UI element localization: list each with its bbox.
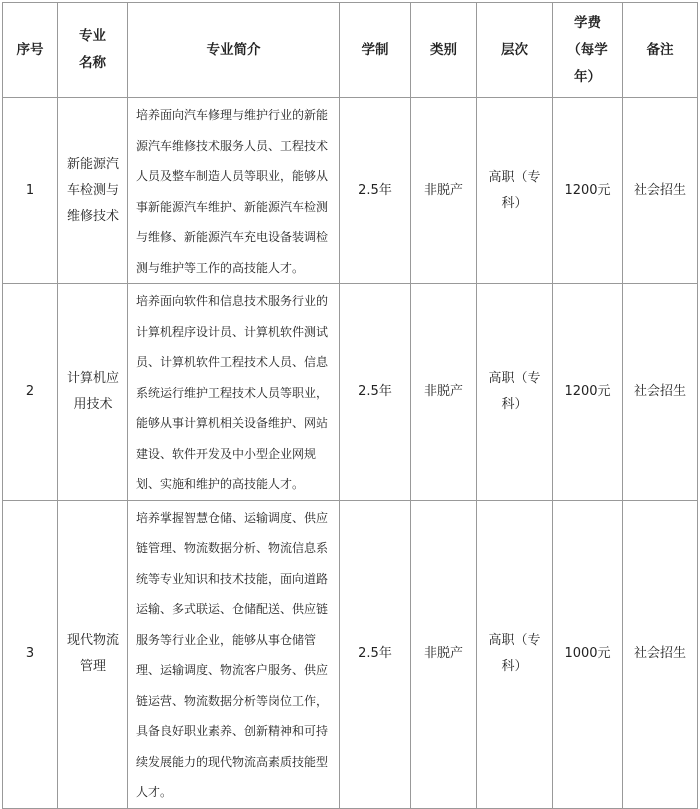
header-major bbox=[58, 3, 128, 98]
cell-intro: 培养面向汽车修理与维护行业的新能源汽车维修技术服务人员、工程技术人员及整车制造人员等职业，能够从事新能源汽车维护、新能源汽车检测与维修、新能源汽车充电设备装调检测与维护等工作的高技能人才。 bbox=[128, 98, 340, 284]
cell-level bbox=[477, 98, 553, 284]
cell-major bbox=[58, 98, 128, 284]
cell-major-text: 现代物流管理 bbox=[66, 633, 119, 674]
cell-level bbox=[477, 284, 553, 501]
cell-note: 社会招生 bbox=[623, 284, 698, 501]
programs-table bbox=[2, 2, 698, 809]
cell-major bbox=[58, 500, 128, 808]
cell-duration: 2.5年 bbox=[340, 98, 411, 284]
cell-major-text: 计算机应用技术 bbox=[66, 370, 119, 412]
header-duration: 学制 bbox=[340, 3, 411, 98]
cell-fee: 1200元 bbox=[553, 98, 623, 284]
header-intro: 专业简介 bbox=[128, 3, 340, 98]
cell-intro: 培养面向软件和信息技术服务行业的计算机程序设计员、计算机软件测试员、计算机软件工程技术人员、信息系统运行维护工程技术人员等职业，能够从事计算机相关设备维护、网站建设、软件开发及中小型企业网规划、实施和维护的高技能人才。 bbox=[128, 284, 340, 501]
header-fee bbox=[553, 3, 623, 98]
cell-level-text: 高职（专科） bbox=[488, 370, 541, 412]
header-row bbox=[3, 3, 698, 98]
cell-type: 非脱产 bbox=[411, 284, 477, 501]
cell-duration: 2.5年 bbox=[340, 500, 411, 808]
header-index: 序号 bbox=[3, 3, 58, 98]
cell-level-text: 高职（专科） bbox=[488, 169, 541, 211]
header-note: 备注 bbox=[623, 3, 698, 98]
cell-fee: 1200元 bbox=[553, 284, 623, 501]
cell-note: 社会招生 bbox=[623, 500, 698, 808]
cell-type: 非脱产 bbox=[411, 98, 477, 284]
cell-type: 非脱产 bbox=[411, 500, 477, 808]
header-fee-text: 学费（每学年） bbox=[567, 14, 608, 85]
cell-major-text: 新能源汽车检测与维修技术 bbox=[66, 156, 119, 224]
cell-index: 1 bbox=[3, 98, 58, 284]
header-type: 类别 bbox=[411, 3, 477, 98]
cell-index: 3 bbox=[3, 500, 58, 808]
header-major-text: 专业名称 bbox=[79, 28, 106, 71]
cell-note: 社会招生 bbox=[623, 98, 698, 284]
table-row bbox=[3, 98, 698, 284]
cell-fee: 1000元 bbox=[553, 500, 623, 808]
header-level: 层次 bbox=[477, 3, 553, 98]
cell-level bbox=[477, 500, 553, 808]
cell-major bbox=[58, 284, 128, 501]
cell-duration: 2.5年 bbox=[340, 284, 411, 501]
table-row bbox=[3, 284, 698, 501]
cell-index: 2 bbox=[3, 284, 58, 501]
cell-intro: 培养掌握智慧仓储、运输调度、供应链管理、物流数据分析、物流信息系统等专业知识和技术技能，面向道路运输、多式联运、仓储配送、供应链服务等行业企业，能够从事仓储管理、运输调度、物流客户服务、供应链运营、物流数据分析等岗位工作，具备良好职业素养、创新精神和可持续发展能力的现代物流高素质技能型人才。 bbox=[128, 500, 340, 808]
table-row bbox=[3, 500, 698, 808]
cell-level-text: 高职（专科） bbox=[488, 633, 541, 674]
